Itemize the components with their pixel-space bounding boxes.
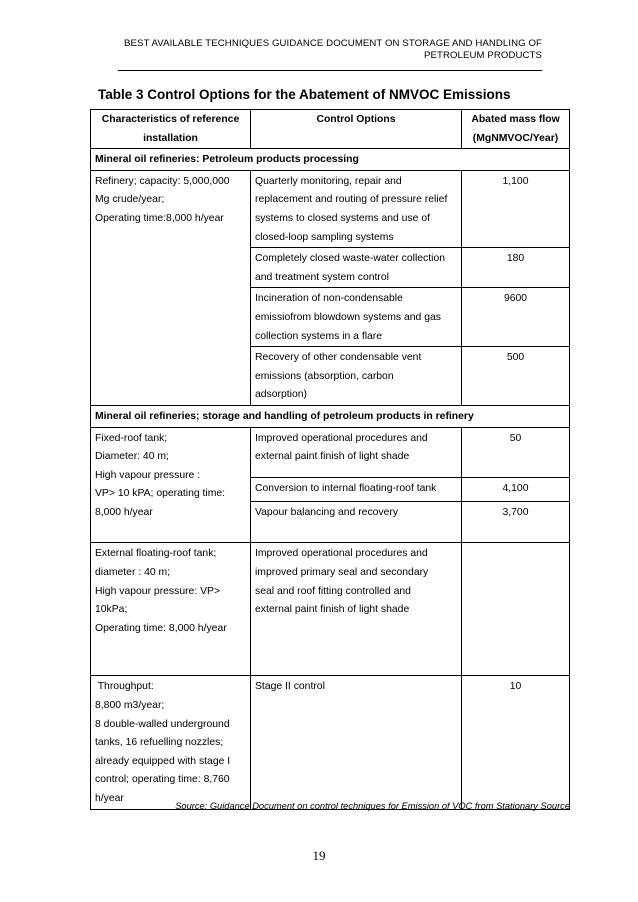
control-option-cell xyxy=(251,248,462,288)
cell-line: systems to closed systems and use of xyxy=(255,212,430,224)
cell-line: 10kPa; xyxy=(95,604,128,616)
cell-line: External floating-roof tank; xyxy=(95,548,217,560)
running-header xyxy=(110,38,542,62)
control-option-cell xyxy=(251,543,462,676)
control-option-cell xyxy=(251,170,462,247)
abated-value-cell: 500 xyxy=(462,347,570,406)
abated-value-cell: 180 xyxy=(462,248,570,288)
characteristics-cell xyxy=(91,543,251,676)
control-option-cell xyxy=(251,347,462,406)
table-header-row xyxy=(91,110,570,149)
table-row xyxy=(91,676,570,809)
cell-line: Operating time: 8,000 h/year xyxy=(95,622,227,634)
cell-line: and treatment system control xyxy=(255,271,389,283)
abated-value-cell: 4,100 xyxy=(462,478,570,502)
header-line-2: PETROLEUM PRODUCTS xyxy=(423,50,542,61)
column-header-abated-mass-flow xyxy=(462,110,570,149)
cell-line: h/year xyxy=(95,793,124,805)
cell-line: 8,000 h/year xyxy=(95,506,153,518)
cell-line: Stage II control xyxy=(255,681,325,693)
header-line-1: BEST AVAILABLE TECHNIQUES GUIDANCE DOCUMENT ON STORAGE AND HANDLING OF xyxy=(123,38,542,49)
table-title: Table 3 Control Options for the Abatement of NMVOC Emissions xyxy=(98,87,511,102)
cell-line: Incineration of non-condensable xyxy=(255,293,403,305)
column-header-text: Abated mass flow xyxy=(471,114,560,125)
control-option-cell xyxy=(251,288,462,347)
cell-line: emissiofrom blowdown systems and gas xyxy=(255,311,441,323)
cell-line: already equipped with stage I xyxy=(95,755,231,767)
cell-line: Improved operational procedures and xyxy=(255,432,428,444)
cell-line: Mg crude/year; xyxy=(95,194,165,206)
cell-line: 8 double-walled underground xyxy=(95,718,230,730)
cell-line: Throughput: xyxy=(95,681,154,693)
abated-value-cell: 10 xyxy=(462,676,570,809)
table-row xyxy=(91,170,570,247)
cell-line: Refinery; capacity: 5,000,000 xyxy=(95,175,230,187)
cell-line: Fixed-roof tank; xyxy=(95,432,168,444)
header-rule xyxy=(118,70,542,71)
abated-value-cell: 3,700 xyxy=(462,502,570,543)
abated-value-cell xyxy=(462,543,570,676)
section-row xyxy=(91,149,570,171)
control-option-cell xyxy=(251,502,462,543)
control-option-cell xyxy=(251,676,462,809)
column-header-text: Control Options xyxy=(316,114,396,125)
characteristics-cell xyxy=(91,676,251,809)
cell-line: Conversion to internal floating-roof tank xyxy=(255,483,437,495)
cell-line: High vapour pressure: VP> xyxy=(95,585,221,597)
cell-line: control; operating time: 8,760 xyxy=(95,774,230,786)
cell-line: external paint finish of light shade xyxy=(255,604,410,616)
page-number: 19 xyxy=(312,848,326,863)
cell-line: tanks, 16 refuelling nozzles; xyxy=(95,737,224,749)
column-header-control-options xyxy=(251,110,462,149)
abated-value-cell: 9600 xyxy=(462,288,570,347)
table-row xyxy=(91,427,570,478)
cell-line: 8,800 m3/year; xyxy=(95,700,165,712)
cell-line: collection systems in a flare xyxy=(255,330,383,342)
column-header-text: installation xyxy=(143,132,198,144)
cell-line: Diameter: 40 m; xyxy=(95,451,169,463)
control-option-cell xyxy=(251,478,462,502)
table-row xyxy=(91,543,570,676)
cell-line: seal and roof fitting controlled and xyxy=(255,585,411,597)
cell-line: adsorption) xyxy=(255,389,307,401)
control-option-cell xyxy=(251,427,462,478)
cell-line: external paint finish of light shade xyxy=(255,451,410,463)
control-options-table xyxy=(90,109,570,810)
abated-value-cell: 1,100 xyxy=(462,170,570,247)
cell-line: Quarterly monitoring, repair and xyxy=(255,175,402,187)
cell-line: High vapour pressure : xyxy=(95,469,201,481)
cell-line: Completely closed waste-water collection xyxy=(255,253,445,265)
column-header-characteristics xyxy=(91,110,251,149)
section-title: Mineral oil refineries: Petroleum products processing xyxy=(91,149,570,171)
section-title: Mineral oil refineries; storage and handling of petroleum products in refinery xyxy=(91,405,570,427)
characteristics-cell xyxy=(91,170,251,405)
cell-line: closed-loop sampling systems xyxy=(255,231,394,243)
column-header-text: Characteristics of reference xyxy=(101,114,240,125)
cell-line: Operating time:8,000 h/year xyxy=(95,212,224,224)
column-header-text: (MgNMVOC/Year) xyxy=(472,132,559,144)
cell-line: Improved operational procedures and xyxy=(255,548,428,560)
abated-value-cell: 50 xyxy=(462,427,570,478)
cell-line: replacement and routing of pressure relief xyxy=(255,194,448,206)
cell-line: diameter : 40 m; xyxy=(95,567,171,579)
source-note: Source: Guidance Document on control techniques for Emission of VOC from Stationary Source xyxy=(175,801,570,811)
section-row xyxy=(91,405,570,427)
cell-line: Recovery of other condensable vent xyxy=(255,352,422,364)
cell-line: VP> 10 kPA; operating time: xyxy=(95,488,226,500)
characteristics-cell xyxy=(91,427,251,543)
cell-line: Vapour balancing and recovery xyxy=(255,507,399,519)
cell-line: emissions (absorption, carbon xyxy=(255,370,394,382)
cell-line: improved primary seal and secondary xyxy=(255,567,429,579)
